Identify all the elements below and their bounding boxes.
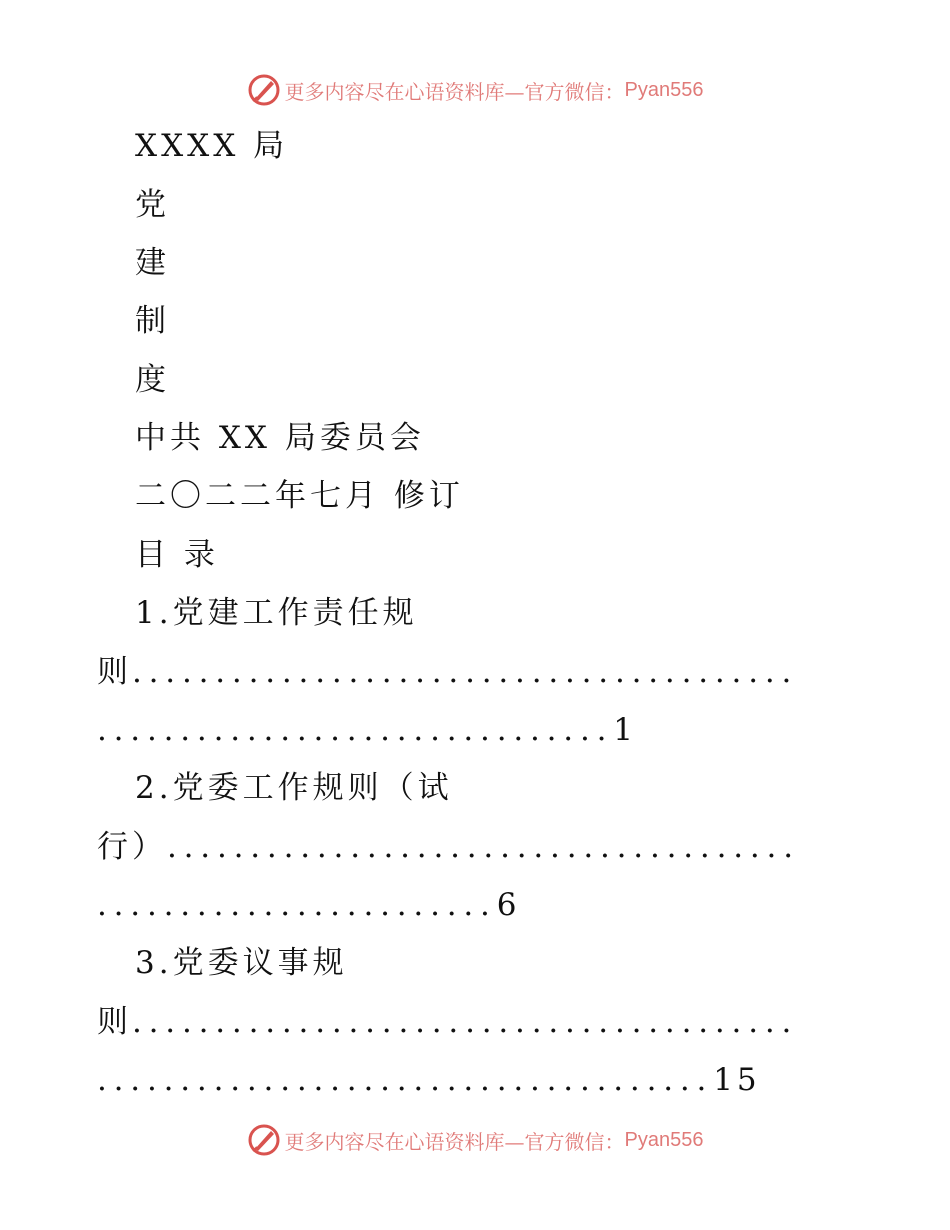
title-char-3: 制 [135,303,170,339]
toc-entry-3-title: 3.党委议事规 [135,945,348,981]
toc-entry-3-leader: 则........................................ [97,1004,799,1040]
watermark-text: 更多内容尽在心语资料库—官方微信： [284,1129,625,1154]
title-char-2: 建 [135,245,170,281]
toc-entry-2-leader: 行）...................................... [97,829,800,865]
toc-entry-1-title-cont: 则 [97,654,132,690]
toc-entry-1-title: 1.党建工作责任规 [135,595,418,631]
toc-entry-3-title-cont: 则 [97,1004,132,1040]
quill-logo-icon [247,73,281,107]
toc-heading: 目 录 [135,537,219,573]
toc-entry-3-leader-end: .....................................15 [97,1062,761,1098]
toc-entry-2-page: 6 [496,887,521,923]
revision-date: 二〇二二年七月 修订 [135,478,464,514]
issuer: 中共 XX 局委员会 [135,420,425,456]
watermark-header [0,70,950,110]
title-char-1: 党 [135,187,170,223]
watermark-text: 更多内容尽在心语资料库—官方微信： [284,79,625,104]
toc-entry-2-title-cont: 行） [97,829,167,865]
watermark-wechat-id: Pyan556 [624,78,704,101]
toc-entry-1-leader: 则........................................ [97,654,799,690]
org-name: XXXX 局 [135,128,289,164]
toc-entry-3-page: 15 [713,1062,761,1098]
toc-entry-1-leader-end: ...............................1 [97,712,638,748]
title-char-4: 度 [135,362,170,398]
watermark-wechat-id: Pyan556 [624,1128,704,1151]
watermark-footer [0,1120,950,1160]
toc-entry-1-page: 1 [613,712,638,748]
quill-logo-icon [247,1123,281,1157]
toc-entry-2-leader-end: ........................6 [97,887,521,923]
toc-entry-2-title: 2.党委工作规则（试 [135,770,453,806]
